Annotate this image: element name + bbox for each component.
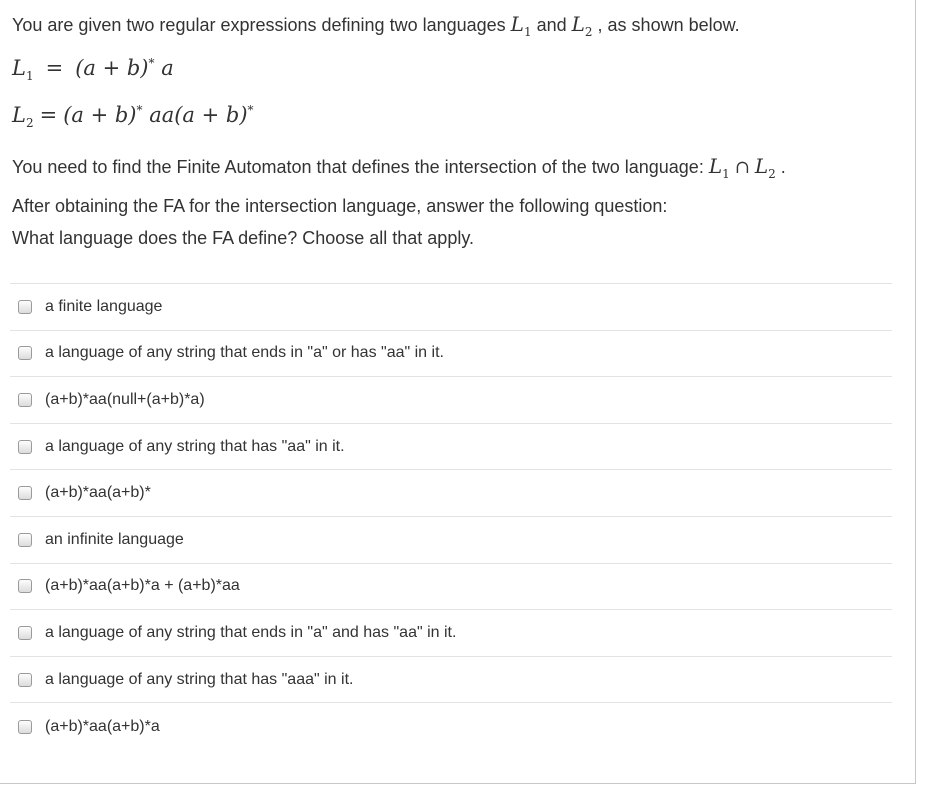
checkbox[interactable] [18,579,32,593]
intro-suffix: , as shown below. [592,15,740,35]
option-label: a language of any string that has "aa" in it. [45,437,345,455]
option-label: a finite language [45,297,163,315]
option-row[interactable] [10,610,892,657]
instruction-line-1: You need to find the Finite Automaton that defines the intersection of the two language: $L_1$ ∩ $L_2$ . [12,154,786,181]
option-row[interactable] [10,517,892,564]
intro-and: and [531,15,572,35]
checkbox[interactable] [18,393,32,407]
checkbox[interactable] [18,486,32,500]
instruction-line-2: After obtaining the FA for the intersection language, answer the following question: [12,196,668,216]
checkbox[interactable] [18,673,32,687]
checkbox[interactable] [18,720,32,734]
option-row[interactable] [10,331,892,378]
option-label: an infinite language [45,530,184,548]
question-prompt: What language does the FA define? Choose all that apply. [12,228,474,248]
option-row[interactable] [10,564,892,611]
equation-l2: $L_2 = (a + b)^*$ aa(a + b)* [12,103,254,131]
equation-l1: $L_1 = (a + b)^*$ a [12,56,174,84]
checkbox[interactable] [18,533,32,547]
checkbox[interactable] [18,626,32,640]
option-label: (a+b)*aa(null+(a+b)*a) [45,390,205,408]
l1-symbol: $L_1$ [510,12,532,39]
instructions [12,150,892,222]
answer-options [10,283,892,750]
option-label: (a+b)*aa(a+b)*a + (a+b)*aa [45,577,240,595]
checkbox[interactable] [18,300,32,314]
option-row[interactable] [10,284,892,331]
option-label: (a+b)*aa(a+b)*a [45,717,160,735]
checkbox[interactable] [18,346,32,360]
option-row[interactable] [10,703,892,750]
option-row[interactable] [10,657,892,704]
option-label: a language of any string that ends in "a" or has "aa" in it. [45,344,444,362]
option-row[interactable] [10,470,892,517]
option-label: a language of any string that ends in "a" and has "aa" in it. [45,623,457,641]
l2-symbol: $L_2$ [571,12,593,39]
option-label: (a+b)*aa(a+b)* [45,484,151,502]
option-row[interactable] [10,424,892,471]
checkbox[interactable] [18,440,32,454]
intro-text: You are given two regular expressions defining two languages [12,15,511,35]
question-intro [12,12,740,39]
option-label: a language of any string that has "aaa" in it. [45,670,354,688]
option-row[interactable] [10,377,892,424]
